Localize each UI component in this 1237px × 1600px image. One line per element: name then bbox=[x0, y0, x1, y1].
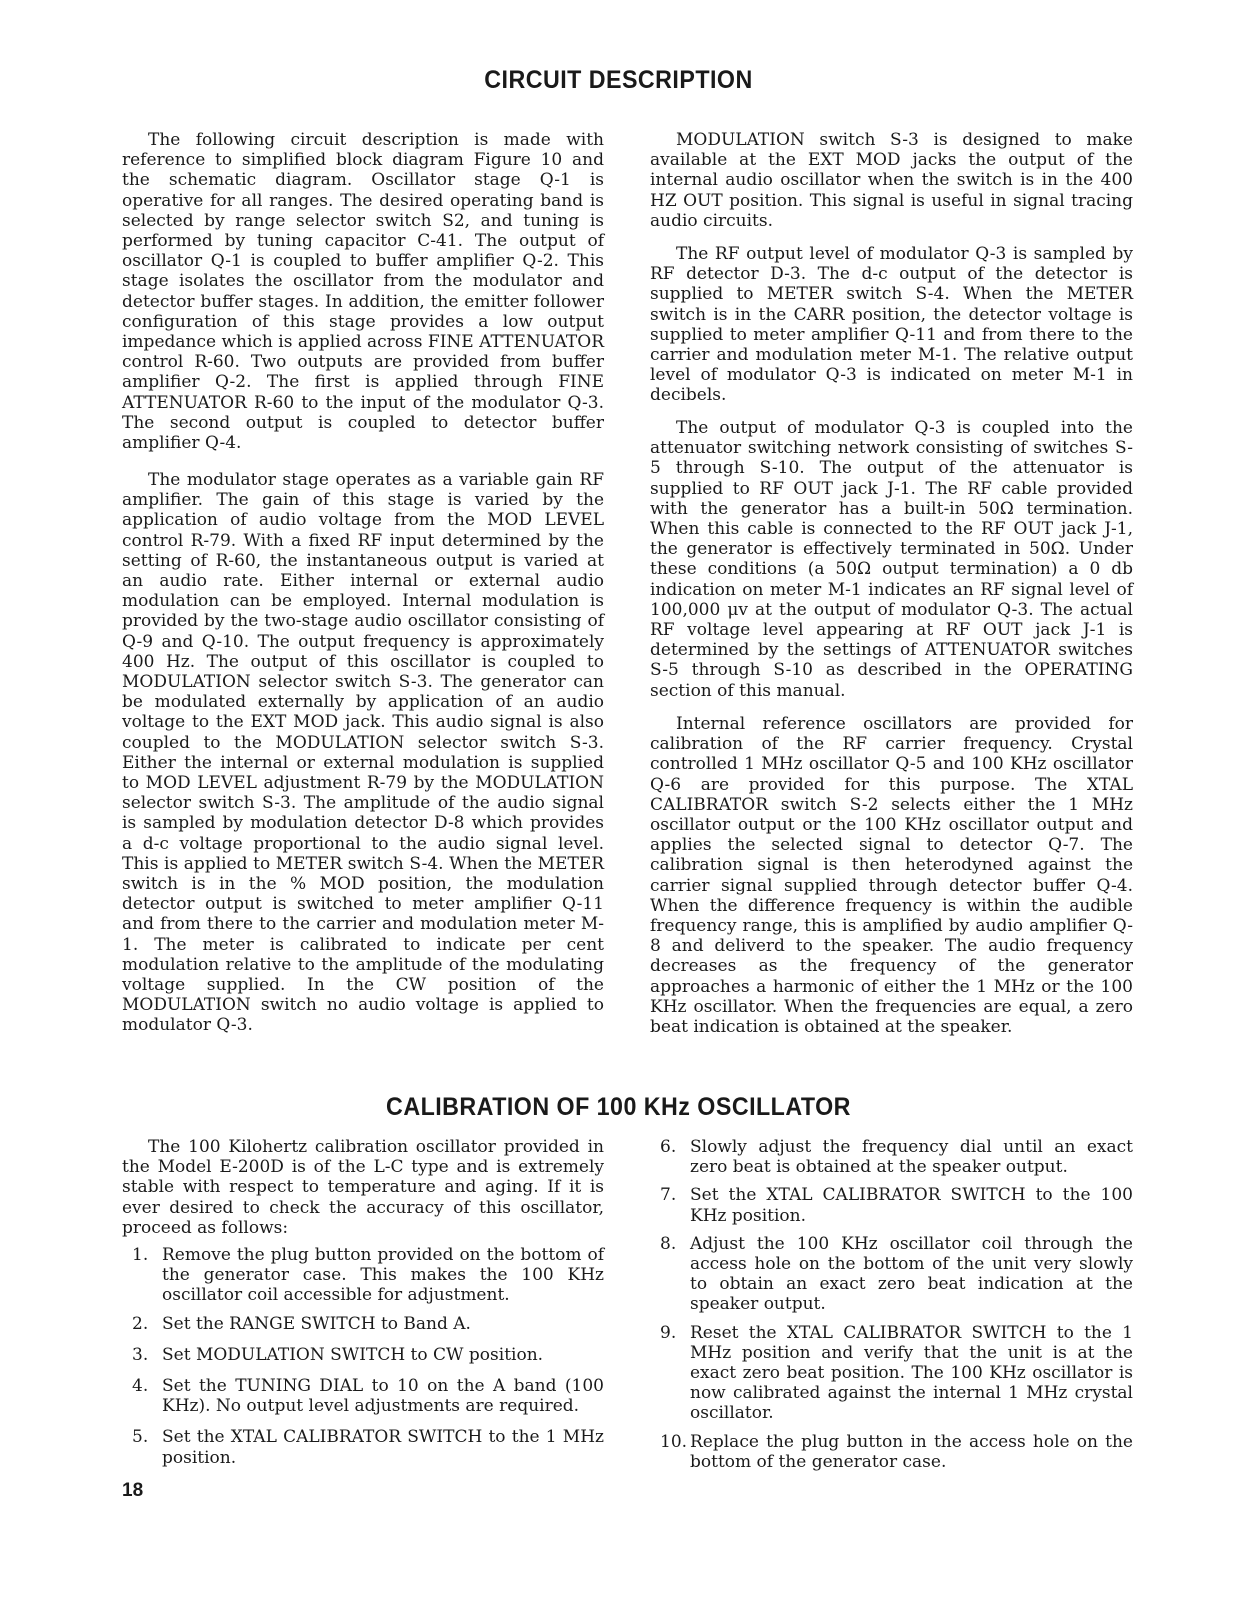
step-item bbox=[650, 1323, 1133, 1424]
heading-circuit-description: CIRCUIT DESCRIPTION bbox=[484, 66, 753, 94]
step-number: 9. bbox=[660, 1322, 677, 1343]
page-number: 18 bbox=[122, 1480, 144, 1501]
heading-calibration: CALIBRATION OF 100 KHz OSCILLATOR bbox=[386, 1093, 851, 1121]
step-text: Set the XTAL CALIBRATOR SWITCH to the 100 KHz position. bbox=[690, 1185, 1133, 1226]
step-item bbox=[650, 1137, 1133, 1177]
step-number: 3. bbox=[132, 1344, 149, 1365]
calibration-steps-right bbox=[650, 1137, 1133, 1472]
left-paragraph-1: The following circuit description is made with reference to simplified block diagram Figure 10 and the schematic diagram. Oscillator stage Q-1 is operative for all ranges. The desired operating band is selected by range selector switch S2, and tuning is performed by tuning capacitor C-41. The output of oscillator Q-1 is coupled to buffer amplifier Q-2. This stage isolates the oscillator from the modulator and detector buffer stages. In addition, the emitter follower configuration of this stage provides a low output impedance which is applied across FINE ATTENUATOR control R-60. Two outputs are provided from buffer amplifier Q-2. The first is applied through FINE ATTENUATOR R-60 to the input of the modulator Q-3. The second output is coupled to detector buffer amplifier Q-4. bbox=[122, 130, 604, 454]
step-item bbox=[122, 1314, 604, 1334]
step-item bbox=[650, 1234, 1133, 1315]
step-number: 2. bbox=[132, 1313, 149, 1334]
step-text: Remove the plug button provided on the bottom of the generator case. This makes the 100 KHz oscillator coil accessible for adjustment. bbox=[162, 1245, 604, 1306]
step-item bbox=[650, 1185, 1133, 1225]
step-item bbox=[122, 1427, 604, 1467]
right-paragraph-1: MODULATION switch S-3 is designed to make available at the EXT MOD jacks the output of the internal audio oscillator when the switch is in the 400 HZ OUT position. This signal is useful in signal tracing audio circuits. bbox=[650, 130, 1133, 231]
step-text: Set MODULATION SWITCH to CW position. bbox=[162, 1344, 544, 1365]
step-number: 7. bbox=[660, 1185, 677, 1206]
step-number: 10. bbox=[660, 1431, 688, 1452]
step-number: 8. bbox=[660, 1233, 677, 1254]
step-number: 4. bbox=[132, 1376, 149, 1397]
right-paragraph-3: The output of modulator Q-3 is coupled into the attenuator switching network consisting of switches S-5 through S-10. The output of the attenuator is supplied to RF OUT jack J-1. The RF cable provided with the generator has a built-in 50Ω termination. When this cable is connected to the RF OUT jack J-1, the generator is effectively terminated in 50Ω. Under these conditions (a 50Ω output termination) a 0 db indication on meter M-1 indicates an RF signal level of 100,000 μv at the output of modulator Q-3. The actual RF voltage level appearing at RF OUT jack J-1 is determined by the settings of ATTENUATOR switches S-5 through S-10 as described in the OPERATING section of this manual. bbox=[650, 418, 1133, 701]
step-text: Reset the XTAL CALIBRATOR SWITCH to the 1 MHz position and verify that the unit is at the exact zero beat position. The 100 KHz oscillator is now calibrated against the internal 1 MHz crystal oscillator. bbox=[690, 1322, 1133, 1424]
step-item bbox=[122, 1245, 604, 1306]
step-text: Set the RANGE SWITCH to Band A. bbox=[162, 1313, 471, 1334]
step-text: Adjust the 100 KHz oscillator coil through the access hole on the bottom of the unit very slowly to obtain an exact zero beat indication at the speaker output. bbox=[690, 1233, 1133, 1315]
step-number: 5. bbox=[132, 1427, 149, 1448]
step-text: Set the TUNING DIAL to 10 on the A band (100 KHz). No output level adjustments are required. bbox=[162, 1376, 604, 1417]
step-text: Set the XTAL CALIBRATOR SWITCH to the 1 MHz position. bbox=[162, 1427, 604, 1468]
step-text: Replace the plug button in the access hole on the bottom of the generator case. bbox=[690, 1431, 1133, 1472]
step-item bbox=[122, 1376, 604, 1416]
step-number: 6. bbox=[660, 1137, 677, 1157]
calibration-intro: The 100 Kilohertz calibration oscillator provided in the Model E-200D is of the L-C type and is extremely stable with respect to temperature and aging. If it is ever desired to check the accuracy of this oscillator, proceed as follows: bbox=[122, 1137, 604, 1238]
step-item bbox=[122, 1345, 604, 1365]
step-number: 1. bbox=[132, 1245, 149, 1265]
step-text: Slowly adjust the frequency dial until an exact zero beat is obtained at the speaker output. bbox=[690, 1137, 1133, 1178]
step-item bbox=[650, 1432, 1133, 1472]
right-paragraph-4: Internal reference oscillators are provided for calibration of the RF carrier frequency. Crystal controlled 1 MHz oscillator Q-5 and 100 KHz oscillator Q-6 are provided for this purpose. The XTAL CALIBRATOR switch S-2 selects either the 1 MHz oscillator output or the 100 KHz oscillator output and applies the selected signal to detector Q-7. The calibration signal is then heterodyned against the carrier signal supplied through detector buffer Q-4. When the difference frequency is within the audible frequency range, this is amplified by audio amplifier Q-8 and deliverd to the speaker. The audio frequency decreases as the frequency of the generator approaches a harmonic of either the 1 MHz or the 100 KHz oscillator. When the frequencies are equal, a zero beat indication is obtained at the speaker. bbox=[650, 714, 1133, 1038]
calibration-steps-left bbox=[122, 1245, 604, 1468]
left-paragraph-2: The modulator stage operates as a variable gain RF amplifier. The gain of this stage is varied by the application of audio voltage from the MOD LEVEL control R-79. With a fixed RF input determined by the setting of R-60, the instantaneous output is varied at an audio rate. Either internal or external audio modulation can be employed. Internal modulation is provided by the two-stage audio oscillator consisting of Q-9 and Q-10. The output frequency is approximately 400 Hz. The output of this oscillator is coupled to MODULATION selector switch S-3. The generator can be modulated externally by application of an audio voltage to the EXT MOD jack. This audio signal is also coupled to the MODULATION selector switch S-3. Either the internal or external modulation is supplied to MOD LEVEL adjustment R-79 by the MODULATION selector switch S-3. The amplitude of the audio signal is sampled by modulation detector D-8 which provides a d-c voltage proportional to the audio signal level. This is applied to METER switch S-4. When the METER switch is in the % MOD position, the modulation detector output is switched to meter amplifier Q-11 and from there to the carrier and modulation meter M-1. The meter is calibrated to indicate per cent modulation relative to the amplitude of the modulating voltage supplied. In the CW position of the MODULATION switch no audio voltage is applied to modulator Q-3. bbox=[122, 470, 604, 1036]
right-paragraph-2: The RF output level of modulator Q-3 is sampled by RF detector D-3. The d-c output of the detector is supplied to METER switch S-4. When the METER switch is in the CARR position, the detector voltage is supplied to meter amplifier Q-11 and from there to the carrier and modulation meter M-1. The relative output level of modulator Q-3 is indicated on meter M-1 in decibels. bbox=[650, 244, 1133, 406]
